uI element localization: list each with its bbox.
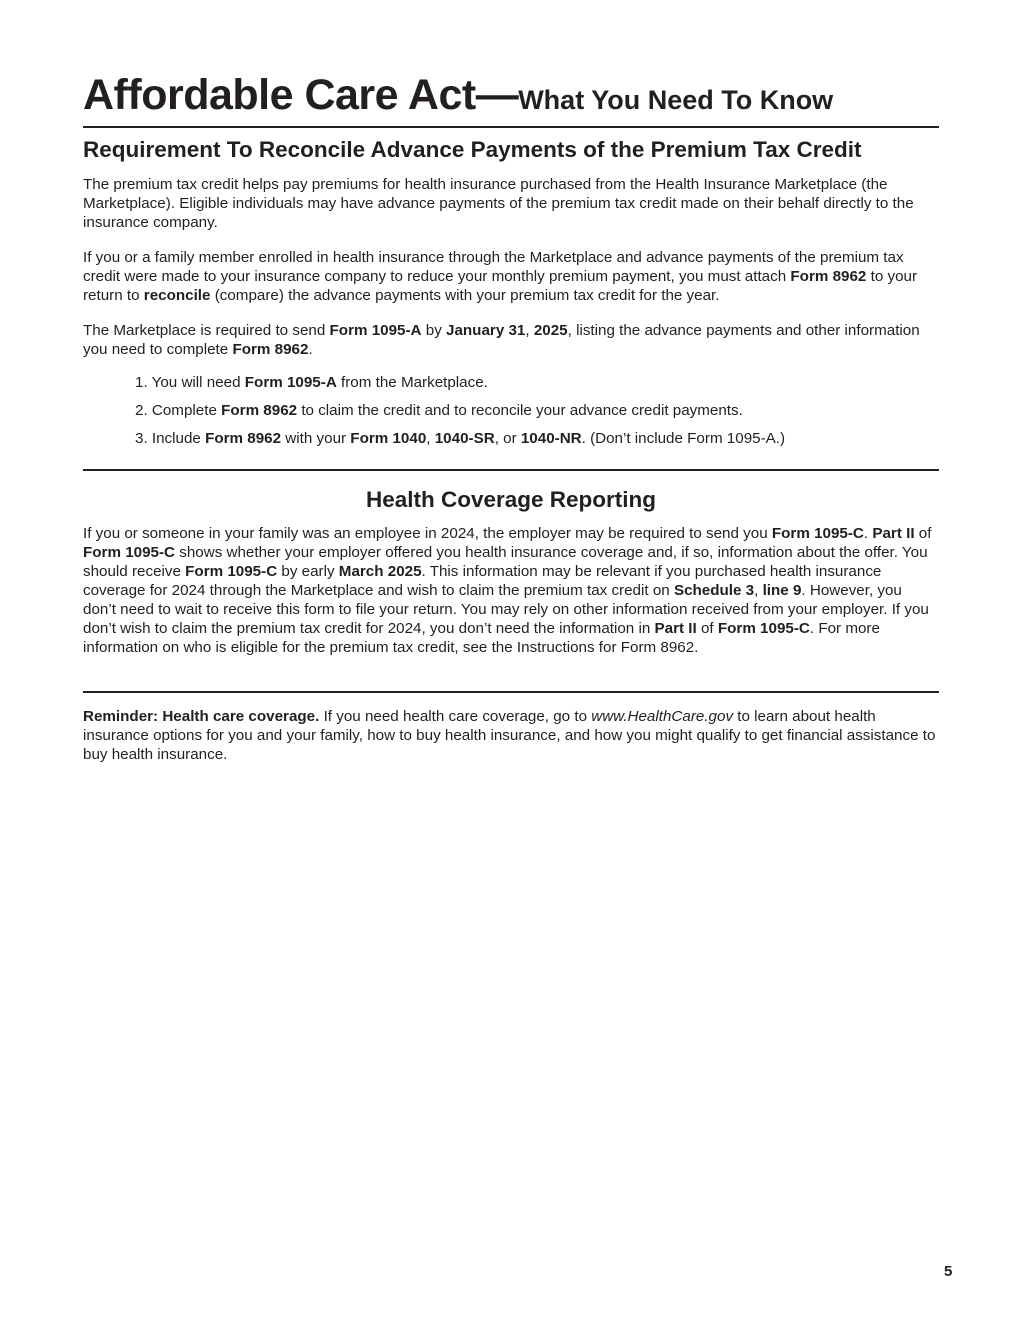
step-2 — [135, 401, 743, 420]
section1-heading: Requirement To Reconcile Advance Payments of the Premium Tax Credit — [83, 137, 862, 162]
form-1095c-ref: Form 1095-C — [83, 544, 176, 561]
section1-paragraph-1: The premium tax credit helps pay premiums for health insurance purchased from the Health Insurance Marketplace (the Marketplace). Eligible individuals may have advance payments of the premium tax credit made on their behalf directly to the insurance company. — [83, 176, 914, 231]
deadline-year: 2025 — [533, 322, 568, 339]
text: of — [914, 525, 932, 542]
line-9-ref: line 9 — [762, 582, 802, 599]
text: by — [421, 322, 447, 339]
schedule-3-ref: Schedule 3 — [673, 582, 755, 599]
reminder-label: Reminder: Health care coverage. — [83, 708, 320, 725]
title-sub: What You Need To Know — [518, 85, 834, 115]
step-3 — [135, 429, 785, 448]
title-main: Affordable Care Act— — [83, 71, 519, 119]
text: to your return to — [83, 268, 918, 304]
part-ii-ref: Part II — [872, 525, 915, 542]
form-1095a-ref: Form 1095-A — [244, 374, 337, 391]
text: . For more information on who is eligible for the premium tax credit, see the Instructions for Form 8962. — [83, 620, 880, 656]
text: . — [308, 341, 313, 358]
text: . — [863, 525, 873, 542]
text: , — [525, 322, 534, 339]
form-8962-ref: Form 8962 — [790, 268, 867, 285]
page-title — [83, 71, 834, 119]
text: 2. Complete — [135, 402, 222, 419]
text: , — [426, 430, 435, 447]
text: from the Marketplace. — [336, 374, 488, 391]
page-number: 5 — [944, 1263, 953, 1280]
title-rule — [83, 126, 939, 128]
text: with your — [281, 430, 351, 447]
text: of — [696, 620, 718, 637]
text: . However, you don’t need to wait to receive this form to file your return. You may rely on other information received from your employer. If you don’t wish to claim the premium tax credit for 2024, you don’t need the information in — [83, 582, 929, 637]
section2-paragraph — [83, 524, 939, 657]
reconcile-term: reconcile — [143, 287, 211, 304]
part-ii-ref: Part II — [654, 620, 697, 637]
text: . (Don’t include Form 1095-A.) — [581, 430, 786, 447]
reminder-paragraph — [83, 707, 939, 764]
deadline-month: March 2025 — [338, 563, 422, 580]
deadline-date: January 31 — [446, 322, 526, 339]
form-1040sr-ref: 1040-SR — [434, 430, 495, 447]
text: (compare) the advance payments with your premium tax credit for the year. — [210, 287, 720, 304]
form-1040-ref: Form 1040 — [350, 430, 427, 447]
section-divider — [83, 691, 939, 693]
healthcare-gov-link[interactable]: www.HealthCare.gov — [591, 708, 734, 725]
text: If you or someone in your family was an employee in 2024, the employer may be required to send you — [83, 525, 772, 542]
form-1095c-ref: Form 1095-C — [717, 620, 810, 637]
text: to learn about health insurance options for you and your family, how to buy health insurance, and how you might qualify to get financial assistance to buy health insurance. — [83, 708, 936, 763]
text: , or — [494, 430, 521, 447]
form-1095c-ref: Form 1095-C — [185, 563, 278, 580]
text: shows whether your employer offered you health insurance coverage and, if so, information about the offer. You should receive — [83, 544, 928, 580]
section1-paragraph-2 — [83, 248, 939, 305]
text: to claim the credit and to reconcile your advance credit payments. — [297, 402, 743, 419]
text: The Marketplace is required to send — [83, 322, 330, 339]
form-1040nr-ref: 1040-NR — [520, 430, 582, 447]
step-1 — [135, 373, 488, 392]
form-1095c-ref: Form 1095-C — [771, 525, 864, 542]
text: , listing the advance payments and other information you need to complete — [83, 322, 920, 358]
section-divider — [83, 469, 939, 471]
text: by early — [277, 563, 339, 580]
form-8962-ref: Form 8962 — [221, 402, 298, 419]
text: If you or a family member enrolled in health insurance through the Marketplace and advance payments of the premium tax credit were made to your insurance company to reduce your monthly premium payment, you must attach — [83, 249, 904, 285]
text: . This information may be relevant if you purchased health insurance coverage for 2024 through the Marketplace and wish to claim the premium tax credit on — [83, 563, 882, 599]
form-8962-ref: Form 8962 — [232, 341, 309, 358]
text: If you need health care coverage, go to — [319, 708, 592, 725]
section2-heading: Health Coverage Reporting — [365, 487, 657, 512]
text: 3. Include — [135, 430, 206, 447]
form-1095a-ref: Form 1095-A — [329, 322, 422, 339]
section1-paragraph-3 — [83, 321, 939, 359]
text: 1. You will need — [135, 374, 245, 391]
text: , — [754, 582, 763, 599]
form-8962-ref: Form 8962 — [205, 430, 282, 447]
